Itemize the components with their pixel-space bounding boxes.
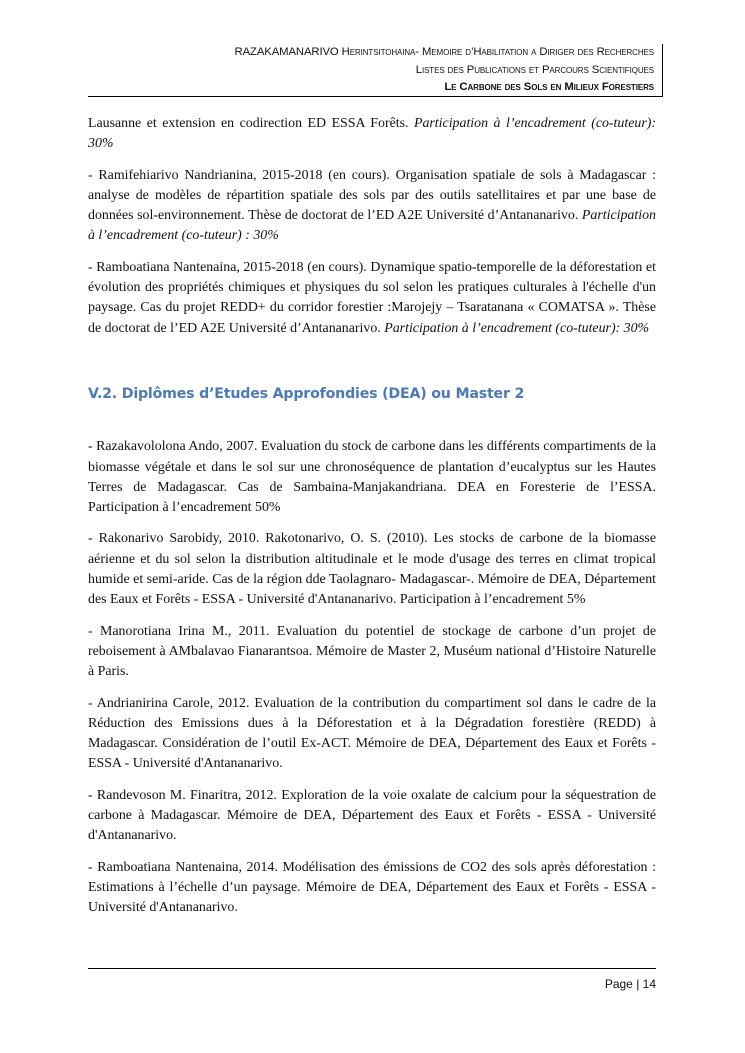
paragraph-text: - Ramboatiana Nantenaina, 2015-2018 (en cours). Dynamique spatio-temporelle de la déforestation et évolution des propriétés chimiques et physiques du sol selon les pratiques culturales à l'échelle d'un paysage. Cas du projet REDD+ du corridor forestier :Marojejy – Tsaratanana « COMATSA ». Thèse de doctorat de l’ED A2E Université d’Antananarivo. xyxy=(88,259,656,336)
paragraph-italic: Participation à l’encadrement (co-tuteur): 30% xyxy=(384,320,650,336)
dea-entry: - Rakonarivo Sarobidy, 2010. Rakotonarivo, O. S. (2010). Les stocks de carbone de la biomasse aérienne et du sol selon la distribution altitudinale et le mode d'usage des terres en climat tropical humide et semi-aride. Cas de la région dde Taolagnaro- Madagascar-. Mémoire de DEA, Département des Eaux et Forêts - ESSA - Université d'Antananarivo. Participation à l’encadrement 5% xyxy=(88,531,656,608)
page-footer xyxy=(88,968,656,1001)
paragraph-italic: Participation à l’encadrement (co-tuteur): 30% xyxy=(88,116,656,152)
header-document-title: Herintsitohaina- Memoire d’Habilitation a Diriger des Recherches xyxy=(338,46,654,58)
paragraph-continuation xyxy=(88,114,656,155)
dea-entry: - Randevoson M. Finaritra, 2012. Exploration de la voie oxalate de calcium pour la séquestration de carbone à Madagascar. Mémoire de DEA, Département des Eaux et Forêts - ESSA - Université d'Antananarivo. xyxy=(88,787,656,844)
dea-entry: - Andrianirina Carole, 2012. Evaluation de la contribution du compartiment sol dans le cadre de la Réduction des Emissions dues à la Déforestation et à la Dégradation forestière (REDD) à Madagascar. Considération de l’outil Ex-ACT. Mémoire de DEA, Département des Eaux et Forêts - ESSA - Université d'Antananarivo. xyxy=(88,695,656,772)
header-author: RAZAKAMANARIVO xyxy=(234,46,339,58)
dea-entry: - Razakavololona Ando, 2007. Evaluation du stock de carbone dans les différents compartiments de la biomasse végétale et dans le sol sur une chronoséquence de plantation d’eucalyptus sur les Hautes Terres de Madagascar. Cas de Sambaina-Manjakandriana. DEA en Foresterie de l’ESSA. Participation à l’encadrement 50% xyxy=(88,439,656,516)
page-number: Page | 14 xyxy=(604,977,656,991)
header-title-line xyxy=(235,46,654,58)
page-header xyxy=(88,44,663,97)
paragraph-text: Lausanne et extension en codirection ED ESSA Forêts. xyxy=(88,116,414,131)
header-topic: Le Carbone des Sols en Milieux Forestiers xyxy=(444,81,654,93)
thesis-entry-ramboatiana xyxy=(88,258,656,339)
page-content xyxy=(88,114,656,930)
paragraph-italic: Participation à l’encadrement (co-tuteur) : 30% xyxy=(88,208,656,244)
section-title-dea: V.2. Diplômes d’Etudes Approfondies (DEA) ou Master 2 xyxy=(88,385,525,402)
paragraph-text: - Ramifehiarivo Nandrianina, 2015-2018 (en cours). Organisation spatiale de sols à Madagascar : analyse de modèles de répartition spatiale des sols par des outils satellitaires et par une base de données sol-environnement. Thèse de doctorat de l’ED A2E Université d’Antananarivo. xyxy=(88,167,656,224)
dea-entry: - Ramboatiana Nantenaina, 2014. Modélisation des émissions de CO2 des sols après déforestation : Estimations à l’échelle d’un paysage. Mémoire de DEA, Département des Eaux et Forêts - ESSA - Université d'Antananarivo. xyxy=(88,859,656,916)
header-subtitle: Listes des Publications et Parcours Scientifiques xyxy=(415,64,654,76)
dea-entry: - Manorotiana Irina M., 2011. Evaluation du potentiel de stockage de carbone d’un projet de reboisement à AMbalavao Fianarantsoa. Mémoire de Master 2, Muséum national d’Histoire Naturelle à Paris. xyxy=(88,623,656,680)
thesis-entry-ramifehiarivo xyxy=(88,166,656,247)
